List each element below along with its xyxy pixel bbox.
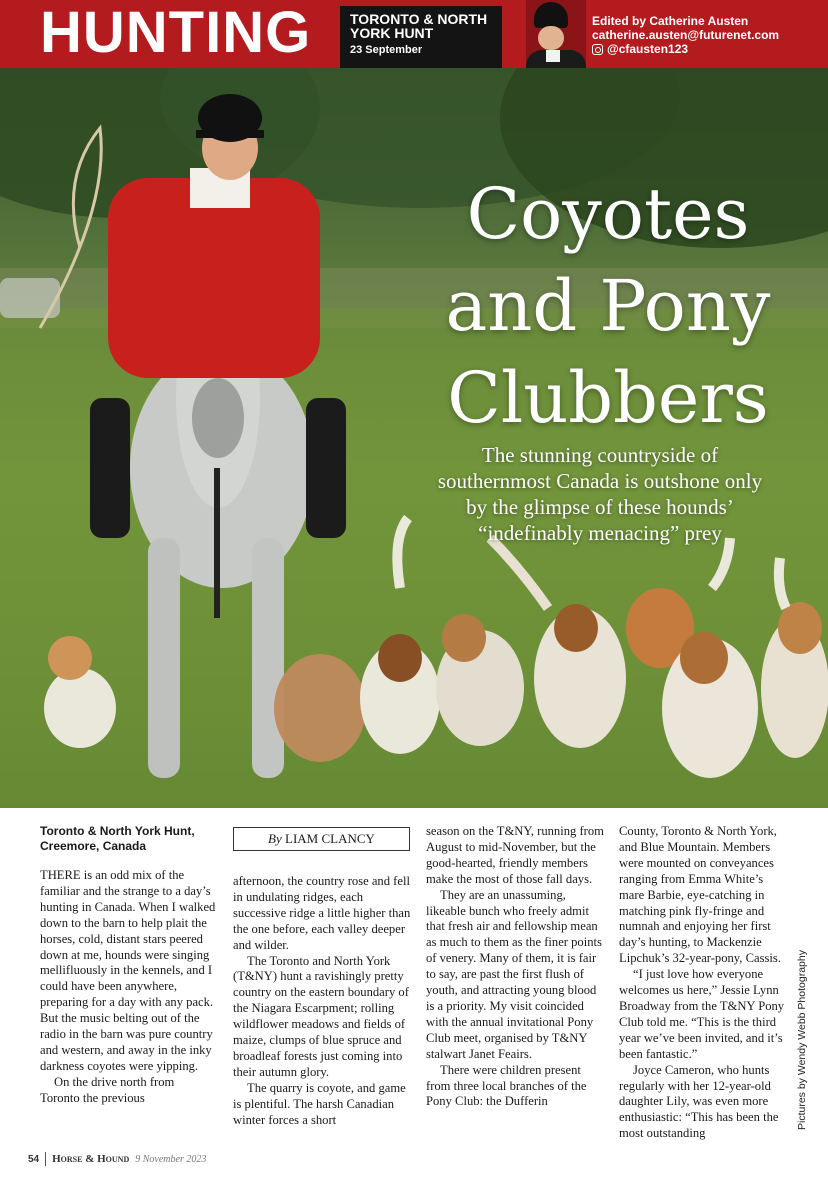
editor-instagram: @cfausten123 (607, 42, 689, 56)
paragraph: The Toronto and North York (T&NY) hunt a ravishingly pretty country on the eastern boundary of the Niagara Escarpment; rolling wildflower meadows and fields of maize, clumps of blue spruce and broadleaf forests just coming into their autumn glory. (233, 953, 409, 1079)
section-title: HUNTING (40, 0, 312, 65)
location-label: Toronto & North York Hunt, Creemore, Canada (40, 824, 195, 853)
headline-line: Coyotes (466, 173, 750, 255)
headline-line: Clubbers (447, 357, 769, 439)
event-name: TORONTO & NORTH YORK HUNT (350, 11, 488, 41)
section-header (0, 0, 828, 68)
byline-prefix: By (268, 831, 282, 846)
editor-info (592, 14, 779, 56)
page-footer (28, 1152, 206, 1166)
issue-date: 9 November 2023 (135, 1153, 207, 1165)
editor-instagram-row[interactable] (592, 42, 779, 56)
page-number: 54 (28, 1153, 40, 1165)
editor-photo (526, 0, 586, 68)
paragraph: On the drive north from Toronto the previous (40, 1074, 175, 1105)
footer-divider (45, 1152, 46, 1166)
instagram-icon (592, 44, 603, 55)
paragraph: afternoon, the country rose and fell in undulating ridges, each successive ridge a little higher than the one before, each valley deeper and wilder. (233, 874, 411, 952)
hero-photo (0, 68, 828, 808)
event-box (340, 6, 502, 68)
column-1 (40, 824, 216, 1107)
column-2 (233, 874, 411, 1129)
paragraph: Joyce Cameron, who hunts regularly with her 12-year-old daughter Lily, was even more enthusiastic: “This has been the most outstanding (619, 1062, 779, 1141)
paragraph: There were children present from three local branches of the Pony Club: the Dufferin (426, 1062, 587, 1109)
byline-name: LIAM CLANCY (285, 831, 375, 846)
paragraph: season on the T&NY, running from August to mid-November, but the good-hearted, friendly members make the most of those fall days. (426, 824, 604, 886)
article-headline (408, 168, 808, 444)
paragraph: They are an unassuming, likeable bunch who freely admit that fresh air and fellowship mean as much to them as the finer points of venery. Many of them, it is fair to say, are past the first flush of youth, and attracting young blood is a priority. My visit coincided with the annual invitational Pony Club meet, organised by T&NY stalwart Janet Feairs. (426, 887, 602, 1061)
editor-line: Edited by Catherine Austen (592, 14, 749, 28)
column-3 (426, 824, 604, 1110)
headline-line: and Pony (445, 265, 771, 347)
editor-email[interactable]: catherine.austen@futurenet.com (592, 28, 780, 42)
article-body (0, 808, 828, 1184)
paragraph: The quarry is coyote, and game is plentiful. The harsh Canadian winter forces a short (233, 1080, 406, 1127)
paragraph: “I just love how everyone welcomes us here,” Jessie Lynn Broadway from the T&NY Pony Club told me. “This is the third year we’ve been invited, and it’s been fantastic.” (619, 967, 785, 1061)
photo-credit: Pictures by Wendy Webb Photography (796, 950, 808, 1130)
standfirst: The stunning countryside of southernmost Canada is outshone only by the glimpse of these hounds’ “indefinably menacing” prey (437, 443, 763, 545)
paragraph: THERE is an odd mix of the familiar and the strange to a day’s hunting in Canada. When I walked down to the barn to help plait the horses, cold, distant stars peered down at me, hounds were singing mellifluously in the kennels, and I could have been anywhere, preparing for a day with any pack. But the music belting out of the radio in the barn was pure country and western, and away in the inky darkness coyotes were yipping. (40, 868, 216, 1073)
magazine-name: Horse & Hound (52, 1153, 130, 1165)
column-4 (619, 824, 791, 1142)
event-date: 23 September (350, 44, 423, 56)
paragraph: County, Toronto & North York, and Blue Mountain. Members were mounted on conveyances ranging from Emma White’s mare Barbie, eye-catching in matching pink fly-fringe and numnah and enjoying her first day’s hunting, to Mackenzie Lipchuk’s 32-year-pony, Cassis. (619, 824, 781, 966)
